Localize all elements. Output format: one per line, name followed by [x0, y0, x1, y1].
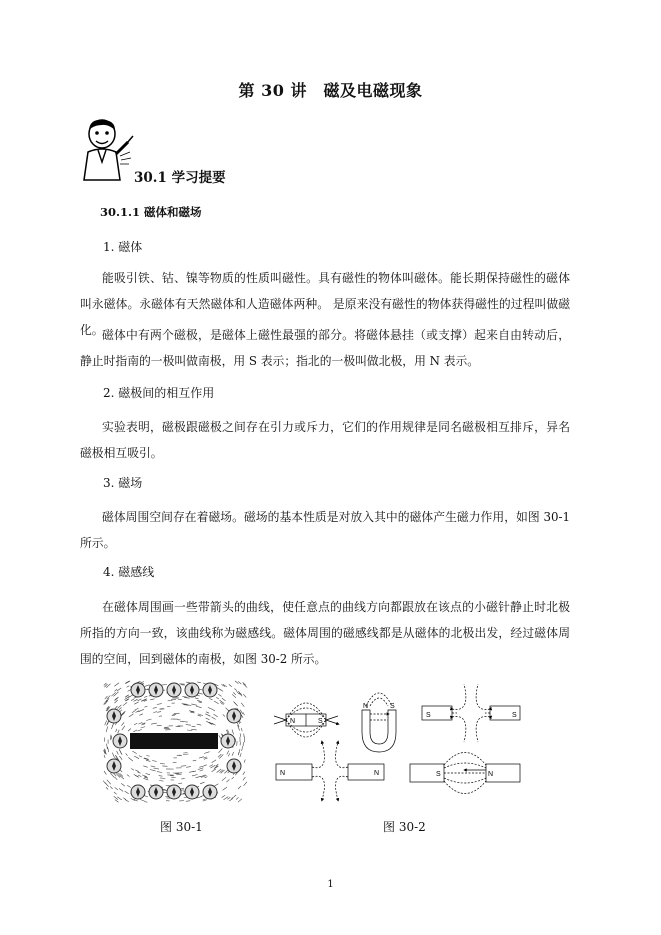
figure-30-1-bar-magnet-field [100, 676, 250, 808]
svg-text:N: N [363, 703, 369, 710]
item-heading: 2. 磁极间的相互作用 [103, 386, 215, 400]
section-heading: 30.1 学习提要 [134, 170, 226, 186]
pointing-man-illustration [78, 118, 134, 182]
svg-text:S: S [436, 771, 441, 778]
paragraph: 实验表明，磁极跟磁极之间存在引力或斥力，它们的作用规律是同名磁极相互排斥，异名磁极相互吸引。 [80, 420, 570, 460]
svg-text:S: S [390, 703, 395, 710]
svg-text:S: S [318, 718, 323, 725]
subsection-heading: 30.1.1 磁体和磁场 [100, 205, 202, 219]
paragraph: 磁体中有两个磁极，是磁体上磁性最强的部分。将磁体悬挂（或支撑）起来自由转动后，静止时指南的一极叫做南极，用 S 表示；指北的一极叫做北极，用 N 表示。 [80, 328, 570, 368]
svg-text:N: N [374, 770, 380, 777]
u-magnet-diagram [362, 693, 396, 752]
item-heading: 4. 磁感线 [103, 565, 155, 579]
paragraph: 在磁体周围画一些带箭头的曲线，使任意点的曲线方向都跟放在该点的小磁针静止时北极所指的方向一致，该曲线称为磁感线。磁体周围的磁感线都是从磁体的北极出发，经过磁体周围的空间，回到磁体的南极，如图 30-2 所示。 [80, 600, 570, 666]
paragraph: 能吸引铁、钴、镍等物质的性质叫磁性。具有磁性的物体叫磁体。能长期保持磁性的磁体叫永磁体。永磁体有天然磁体和人造磁体两种。 是原来没有磁性的物体获得磁性的过程叫做磁化。 [80, 271, 570, 337]
bar-magnet-diagram [274, 703, 338, 737]
like-poles-n-diagram [276, 742, 384, 800]
svg-text:N: N [488, 771, 494, 778]
paragraph: 磁体周围空间存在着磁场。磁场的基本性质是对放入其中的磁体产生磁力作用，如图 30-1 所示。 [80, 510, 570, 550]
item-heading: 3. 磁场 [103, 476, 143, 490]
bar-magnet [130, 733, 218, 749]
item-heading: 1. 磁体 [103, 240, 143, 254]
opposite-poles-diagram [410, 753, 520, 794]
figure-30-2-field-lines [272, 676, 528, 802]
svg-text:S: S [512, 712, 517, 719]
svg-text:S: S [426, 712, 431, 719]
figure-caption: 图 30-1 [160, 820, 203, 834]
svg-text:N: N [280, 770, 286, 777]
svg-text:N: N [290, 718, 296, 725]
page-title: 第 30 讲 磁及电磁现象 [238, 81, 423, 100]
figure-caption: 图 30-2 [383, 820, 426, 834]
like-poles-s-diagram [422, 684, 520, 742]
page-number: 1 [327, 879, 334, 890]
